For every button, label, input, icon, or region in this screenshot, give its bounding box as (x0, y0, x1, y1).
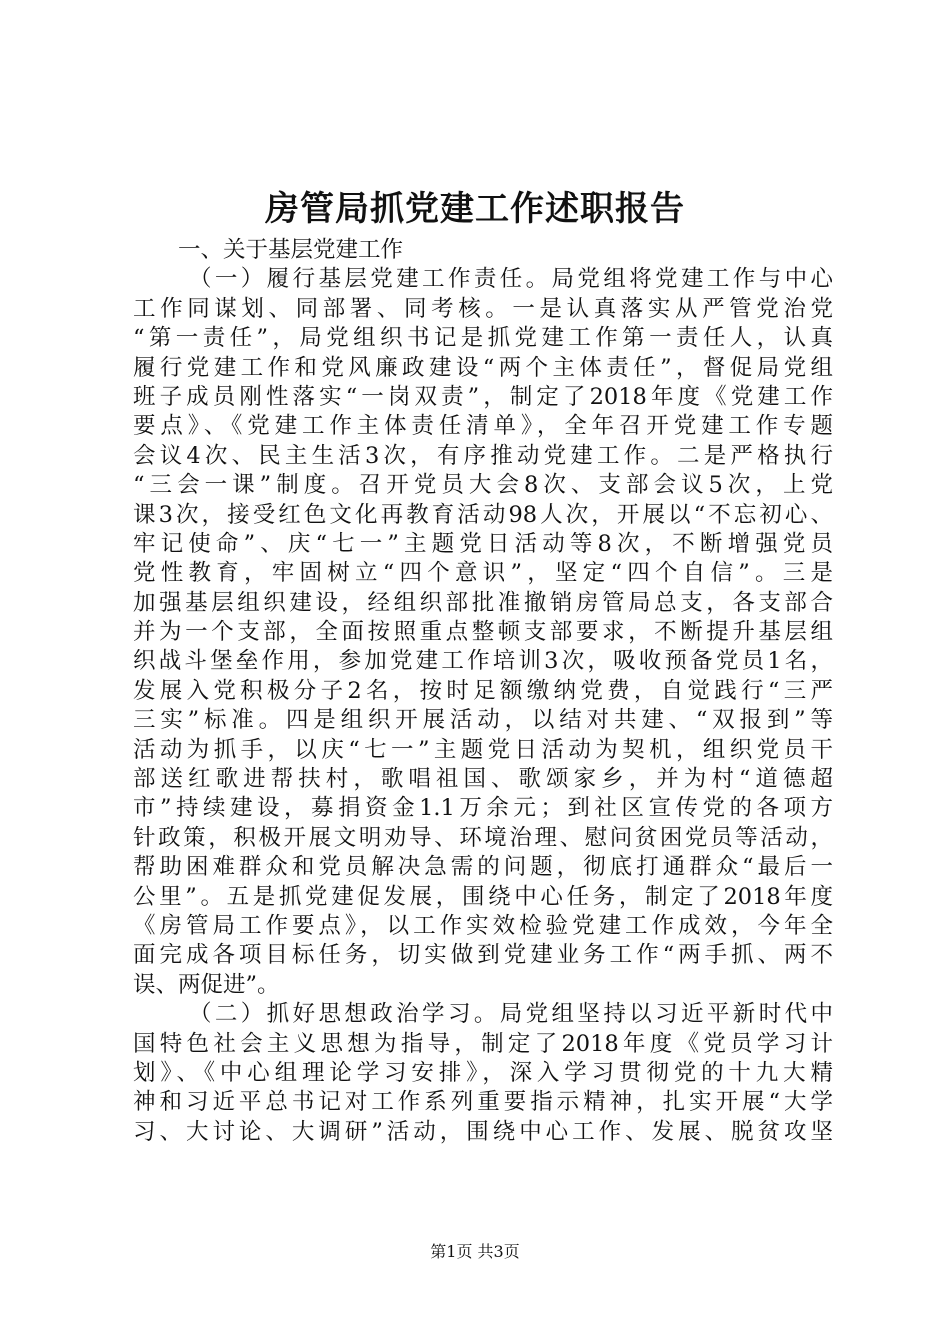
paragraph-line: “三会一课”制度。召开党员大会8次、支部会议5次，上党 (133, 472, 833, 499)
paragraph-line: （二）抓好思想政治学习。局党组坚持以习近平新时代中 (189, 1001, 833, 1028)
document-body (133, 236, 833, 1147)
paragraph-line: 面完成各项目标任务，切实做到党建业务工作“两手抓、两不 (133, 942, 833, 969)
section-heading: 一、关于基层党建工作 (178, 237, 404, 263)
paragraph-line: 党性教育，牢固树立“四个意识”，坚定“四个自信”。三是 (133, 560, 833, 587)
paragraph-line: 并为一个支部，全面按照重点整顿支部要求，不断提升基层组 (133, 619, 833, 646)
paragraph-line: “第一责任”，局党组织书记是抓党建工作第一责任人，认真 (133, 325, 833, 352)
paragraph-line: 习、大讨论、大调研”活动，围绕中心工作、发展、脱贫攻坚 (133, 1118, 833, 1145)
paragraph-line: 针政策，积极开展文明劝导、环境治理、慰问贫困党员等活动， (133, 824, 833, 851)
paragraph-line: 误、两促进”。 (133, 971, 280, 998)
paragraph-line: 课3次，接受红色文化再教育活动98人次，开展以“不忘初心、 (133, 501, 833, 528)
paragraph-line: 《房管局工作要点》，以工作实效检验党建工作成效，今年全 (133, 912, 833, 939)
page-footer: 第1页 共3页 (430, 1242, 520, 1261)
document-title: 房管局抓党建工作述职报告 (265, 189, 685, 229)
paragraph-line: 班子成员刚性落实“一岗双责”，制定了2018年度《党建工作 (133, 383, 833, 410)
paragraph-line: 要点》、《党建工作主体责任清单》，全年召开党建工作专题 (133, 413, 833, 440)
paragraph-line: （一）履行基层党建工作责任。局党组将党建工作与中心 (189, 266, 833, 293)
paragraph-line: 会议4次、民主生活3次，有序推动党建工作。二是严格执行 (133, 442, 833, 469)
paragraph-line: 发展入党积极分子2名，按时足额缴纳党费，自觉践行“三严 (133, 677, 833, 704)
paragraph-line: 市”持续建设，募捐资金1.1万余元；到社区宣传党的各项方 (133, 795, 833, 822)
paragraph-line: 神和习近平总书记对工作系列重要指示精神，扎实开展“大学 (133, 1089, 833, 1116)
paragraph-line: 公里”。五是抓党建促发展，围绕中心任务，制定了2018年度 (133, 883, 833, 910)
paragraph-line: 牢记使命”、庆“七一”主题党日活动等8次，不断增强党员 (133, 530, 833, 557)
paragraph-line: 划》、《中心组理论学习安排》，深入学习贯彻党的十九大精 (133, 1059, 833, 1086)
paragraph-line: 三实”标准。四是组织开展活动，以结对共建、“双报到”等 (133, 707, 833, 734)
paragraph-line: 帮助困难群众和党员解决急需的问题，彻底打通群众“最后一 (133, 854, 833, 881)
paragraph-line: 国特色社会主义思想为指导，制定了2018年度《党员学习计 (133, 1030, 833, 1057)
paragraph-line: 织战斗堡垒作用，参加党建工作培训3次，吸收预备党员1名， (133, 648, 833, 675)
paragraph-line: 活动为抓手，以庆“七一”主题党日活动为契机，组织党员干 (133, 736, 833, 763)
paragraph-line: 工作同谋划、同部署、同考核。一是认真落实从严管党治党 (133, 295, 833, 322)
paragraph-line: 履行党建工作和党风廉政建设“两个主体责任”，督促局党组 (133, 354, 833, 381)
paragraph-line: 部送红歌进帮扶村，歌唱祖国、歌颂家乡，并为村“道德超 (133, 766, 833, 793)
paragraph-line: 加强基层组织建设，经组织部批准撤销房管局总支，各支部合 (133, 589, 833, 616)
